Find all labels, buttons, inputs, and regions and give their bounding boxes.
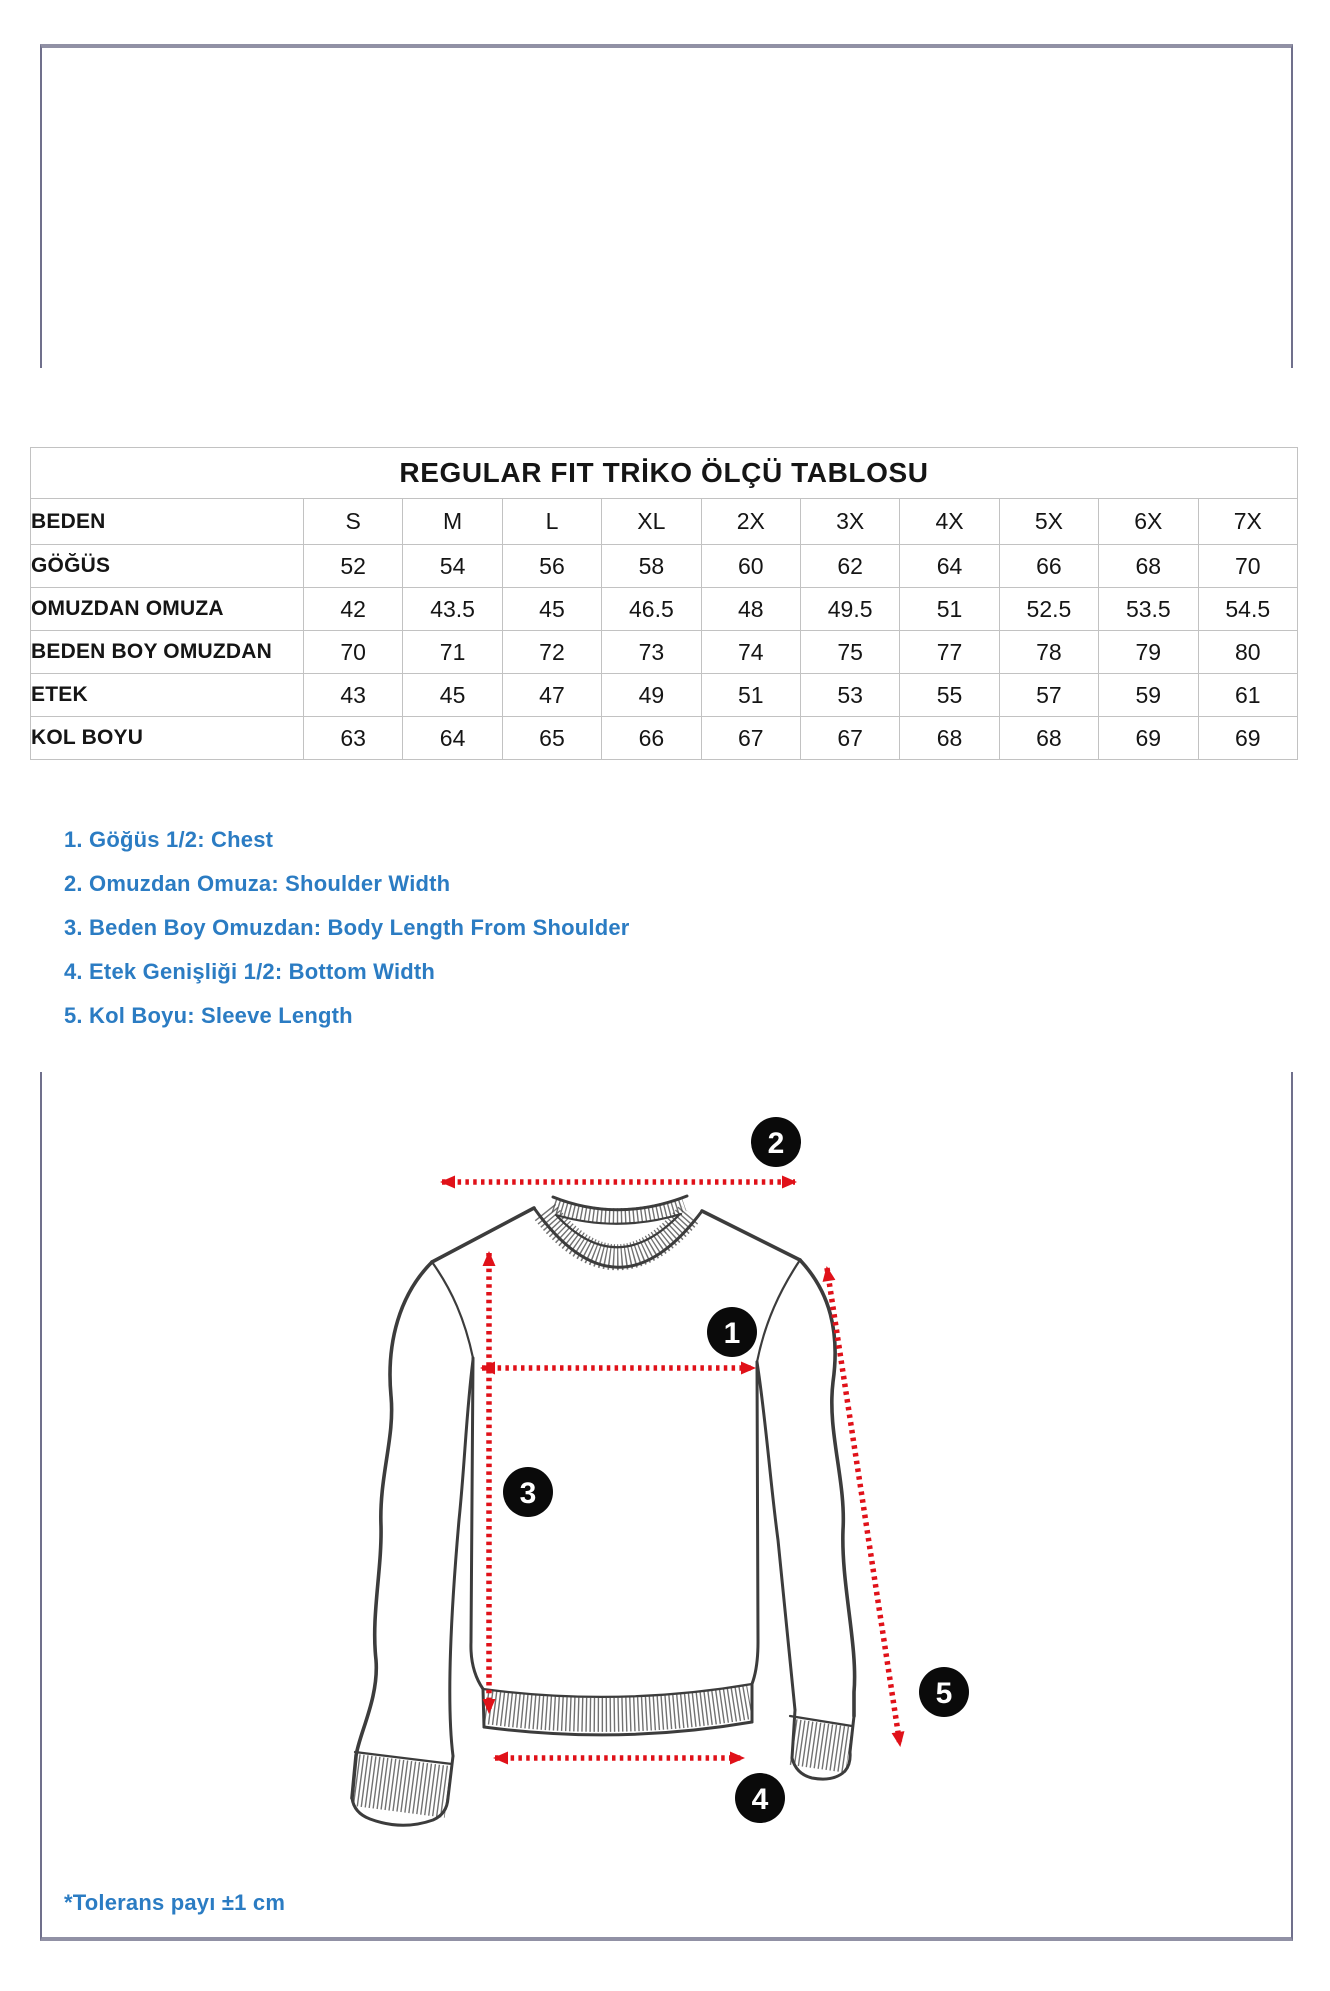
measure-value: 78: [999, 631, 1098, 674]
measure-label: BEDEN BOY OMUZDAN: [31, 631, 304, 674]
measurement-arrows: [442, 1182, 900, 1758]
measure-value: 68: [1099, 545, 1198, 588]
body-left-line: [471, 1358, 483, 1689]
right-armhole-seam: [757, 1260, 800, 1362]
measure-value: 80: [1198, 631, 1297, 674]
hem-left-edge: [483, 1689, 484, 1727]
size-header-cell: M: [403, 499, 502, 545]
marker-5-number: 5: [935, 1677, 953, 1710]
measure-value: 61: [1198, 674, 1297, 717]
measure-value: 46.5: [602, 588, 701, 631]
measure-label: OMUZDAN OMUZA: [31, 588, 304, 631]
right-sleeve-outer-line: [800, 1260, 855, 1716]
measure-value: 66: [602, 717, 701, 760]
measure-value: 42: [304, 588, 403, 631]
table-row: [31, 674, 1298, 717]
marker-1: [707, 1307, 757, 1357]
right-cuff-bottom-line: [792, 1752, 850, 1779]
marker-5: [919, 1667, 969, 1717]
measure-value: 72: [502, 631, 601, 674]
legend-item-length: 3. Beden Boy Omuzdan: Body Length From Shoulder: [64, 915, 630, 940]
marker-4-number: 4: [751, 1783, 769, 1816]
hem-rib: [486, 1702, 750, 1715]
measure-value: 66: [999, 545, 1098, 588]
legend-item-bottom: 4. Etek Genişliği 1/2: Bottom Width: [64, 959, 436, 984]
size-table-body: [31, 448, 1298, 760]
legend-item-chest: 1. Göğüs 1/2: Chest: [64, 827, 274, 852]
legend-item-sleeve: 5. Kol Boyu: Sleeve Length: [64, 1003, 353, 1028]
size-header-label: BEDEN: [31, 499, 304, 545]
legend-item-shoulder: 2. Omuzdan Omuza: Shoulder Width: [64, 871, 451, 896]
measure-value: 60: [701, 545, 800, 588]
measure-value: 64: [403, 717, 502, 760]
size-header-cell: 3X: [800, 499, 899, 545]
measure-value: 51: [701, 674, 800, 717]
collar-back-top-line: [553, 1196, 687, 1210]
left-cuff-rib: [356, 1780, 448, 1792]
measure-value: 52: [304, 545, 403, 588]
measure-value: 65: [502, 717, 601, 760]
measure-value: 67: [800, 717, 899, 760]
right-cuff-outer-line: [850, 1716, 854, 1752]
measure-value: 47: [502, 674, 601, 717]
measure-value: 73: [602, 631, 701, 674]
left-sleeve-inner-line: [450, 1360, 473, 1756]
measure-value: 68: [900, 717, 999, 760]
marker-4: [735, 1773, 785, 1823]
measure-value: 57: [999, 674, 1098, 717]
right-cuff-rib: [793, 1742, 849, 1750]
measure-value: 43: [304, 674, 403, 717]
measure-value: 70: [1198, 545, 1297, 588]
measure-label: KOL BOYU: [31, 717, 304, 760]
measure-value: 70: [304, 631, 403, 674]
right-sleeve-inner-line: [757, 1362, 795, 1710]
measure-value: 54: [403, 545, 502, 588]
marker-3: [503, 1467, 553, 1517]
measure-value: 52.5: [999, 588, 1098, 631]
measure-value: 68: [999, 717, 1098, 760]
marker-2: [751, 1117, 801, 1167]
body-right-line: [752, 1362, 758, 1684]
size-header-cell: 6X: [1099, 499, 1198, 545]
sweater-diagram: [40, 1072, 1291, 1941]
sleeve-length-arrow: [827, 1268, 900, 1745]
measure-label: ETEK: [31, 674, 304, 717]
marker-1-number: 1: [723, 1317, 741, 1350]
measure-value: 55: [900, 674, 999, 717]
measure-value: 74: [701, 631, 800, 674]
measure-value: 43.5: [403, 588, 502, 631]
left-armhole-seam: [432, 1262, 473, 1358]
measure-value: 48: [701, 588, 800, 631]
measure-value: 45: [403, 674, 502, 717]
table-row: [31, 631, 1298, 674]
size-header-cell: 2X: [701, 499, 800, 545]
right-shoulder-line: [702, 1211, 800, 1260]
measure-value: 53: [800, 674, 899, 717]
table-row: [31, 545, 1298, 588]
size-header-cell: S: [304, 499, 403, 545]
left-shoulder-line: [432, 1208, 534, 1262]
measure-value: 56: [502, 545, 601, 588]
size-header-cell: 7X: [1198, 499, 1297, 545]
measure-label: GÖĞÜS: [31, 545, 304, 588]
measure-value: 63: [304, 717, 403, 760]
size-header-cell: L: [502, 499, 601, 545]
measure-value: 75: [800, 631, 899, 674]
measure-value: 69: [1198, 717, 1297, 760]
measure-value: 49.5: [800, 588, 899, 631]
measure-value: 77: [900, 631, 999, 674]
size-header-cell: XL: [602, 499, 701, 545]
marker-2-number: 2: [767, 1127, 785, 1160]
size-header-cell: 4X: [900, 499, 999, 545]
measure-value: 45: [502, 588, 601, 631]
measure-value: 49: [602, 674, 701, 717]
table-title-row: [31, 448, 1298, 499]
left-cuff-inner-line: [448, 1756, 453, 1798]
tolerance-note: *Tolerans payı ±1 cm: [64, 1890, 286, 1915]
left-sleeve-outer-line: [352, 1262, 432, 1798]
product-image-placeholder: [40, 44, 1293, 368]
marker-3-number: 3: [519, 1477, 537, 1510]
table-row: [31, 717, 1298, 760]
measure-value: 62: [800, 545, 899, 588]
size-table: [30, 447, 1298, 760]
measure-legend: [64, 818, 630, 1038]
table-row: [31, 588, 1298, 631]
measure-value: 67: [701, 717, 800, 760]
measure-value: 51: [900, 588, 999, 631]
measure-value: 59: [1099, 674, 1198, 717]
size-header-cell: 5X: [999, 499, 1098, 545]
measure-value: 54.5: [1198, 588, 1297, 631]
measure-value: 79: [1099, 631, 1198, 674]
table-title: REGULAR FIT TRİKO ÖLÇÜ TABLOSU: [31, 448, 1298, 499]
measure-value: 64: [900, 545, 999, 588]
measure-value: 71: [403, 631, 502, 674]
measure-value: 58: [602, 545, 701, 588]
sweater-outline: [352, 1196, 855, 1825]
size-header-row: [31, 499, 1298, 545]
measure-value: 69: [1099, 717, 1198, 760]
measure-value: 53.5: [1099, 588, 1198, 631]
